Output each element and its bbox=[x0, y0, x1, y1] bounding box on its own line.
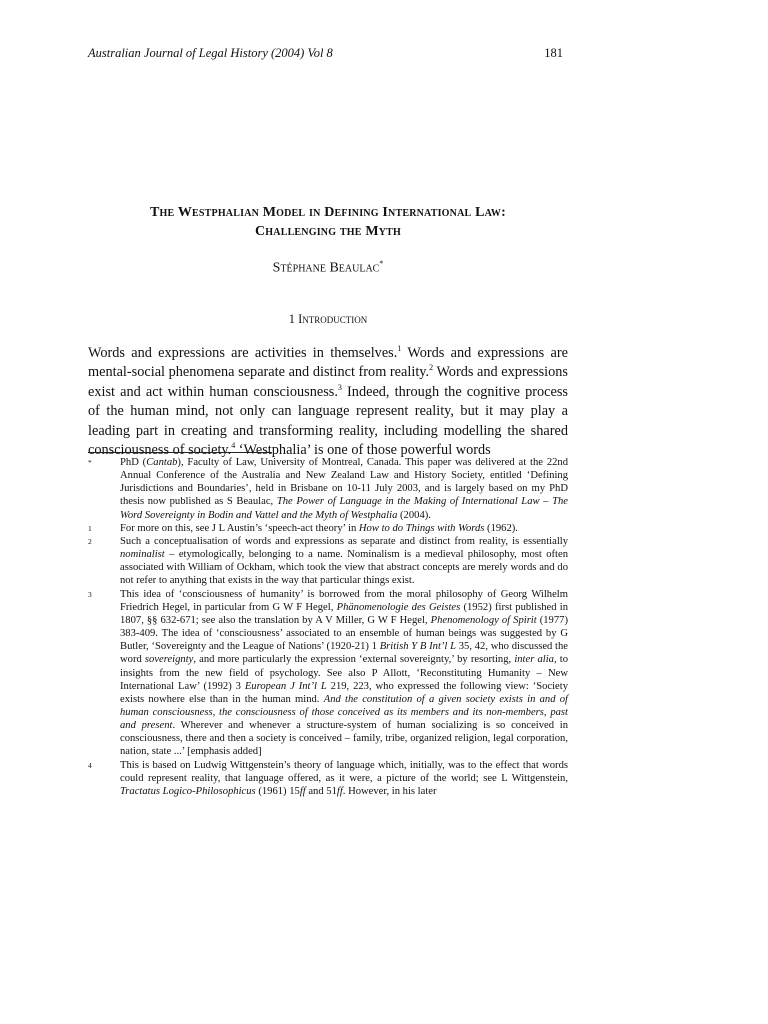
journal-name: Australian Journal of Legal History (2004) Vol 8 bbox=[88, 46, 333, 60]
running-header bbox=[88, 46, 563, 61]
text-run: , to insights from the new field of psychology. See also P Allott, ‘Reconstituting Humanity – New International Law’ (1992) 3 bbox=[120, 654, 568, 692]
footnote-mark: 4 bbox=[88, 760, 92, 770]
text-run: . However, in his later bbox=[342, 785, 437, 797]
footnote-1 bbox=[88, 522, 568, 535]
footnote-2 bbox=[88, 535, 568, 588]
sentence: Words and expressions are activities in themselves. bbox=[88, 345, 398, 361]
text-run: 219, 223, who expressed the following view: ‘Society exists nowhere else than in the human mind. bbox=[120, 680, 568, 705]
title-line-1: The Westphalian Model in Defining International Law: bbox=[149, 205, 506, 220]
italic-run: How to do Things with Words bbox=[358, 522, 485, 534]
title-line-2: Challenging the Myth bbox=[254, 224, 401, 239]
text-run: Such a conceptualisation of words and expressions as separate and distinct from reality, is essentially bbox=[120, 535, 568, 547]
section-heading: 1 Introduction bbox=[288, 312, 368, 326]
italic-run: nominalist bbox=[120, 549, 165, 561]
footnote-mark: 1 bbox=[88, 523, 92, 533]
italic-run: Phänomenologie des Geistes bbox=[336, 601, 461, 613]
author-name: Stéphane Beaulac bbox=[272, 260, 380, 276]
footnote-separator bbox=[88, 452, 272, 453]
italic-run: British Y B Int’l L bbox=[379, 641, 457, 653]
footnote-mark: 3 bbox=[88, 589, 92, 599]
text-run: , and more particularly the expression ‘external sovereignty,’ by resorting, bbox=[193, 654, 515, 666]
footnote-mark: 2 bbox=[88, 536, 92, 546]
article-title bbox=[88, 203, 568, 241]
italic-run: Phenomenology of Spirit bbox=[430, 614, 537, 626]
author-footnote-mark: * bbox=[379, 259, 384, 268]
footnote-4 bbox=[88, 759, 568, 798]
footnote-ref: 1 bbox=[397, 344, 402, 354]
text-run: 35, 42, who discussed the word bbox=[120, 641, 568, 666]
italic-run: sovereignty bbox=[144, 654, 194, 666]
text-run: For more on this, see J L Austin’s ‘speech-act theory’ in bbox=[120, 522, 359, 534]
text-run: ), Faculty of Law, University of Montreal, Canada. This paper was delivered at the 22nd Annual Conference of the Australia and New Zealand Law and History Society, entitled ‘Defining Jurisdictions and Boundaries’, held in Brisbane on 10-11 July 2003, and is largely based on my PhD thesis now published as S Beaulac, bbox=[120, 457, 569, 508]
italic-run: Cantab bbox=[146, 457, 178, 468]
text-run: (1977) 383-409. The idea of ‘consciousness’ associated to an ensemble of human beings was suggested by G Butler, ‘Sovereignty and the League of Nations’ (1920-21) 1 bbox=[120, 614, 568, 653]
text-run: (1961) 15 bbox=[255, 785, 300, 797]
footnote-text bbox=[120, 535, 568, 588]
sentence: ‘Westphalia’ is one of those powerful words bbox=[235, 442, 491, 459]
footnote-text bbox=[120, 456, 568, 522]
footnote-ref: 2 bbox=[429, 363, 434, 373]
text-run: (1962). bbox=[484, 522, 518, 534]
body-paragraph bbox=[88, 344, 568, 460]
footnote-star bbox=[88, 456, 568, 522]
footnote-text bbox=[120, 759, 568, 798]
footnotes bbox=[88, 456, 568, 798]
italic-run: European J Int’l L bbox=[244, 680, 327, 692]
footnote-text bbox=[120, 522, 568, 535]
text-run: – etymologically, belonging to a name. Nominalism is a medieval philosophy, most often associated with William of Ockham, which took the view that abstract concepts are merely words and do not refer to anything that exists in the way that particular things exist. bbox=[120, 549, 568, 587]
footnote-3 bbox=[88, 588, 568, 759]
text-run: (2004). bbox=[397, 509, 431, 521]
footnote-text bbox=[120, 588, 568, 759]
italic-run: And the constitution of a given society exists in and of human consciousness, the consciousness of those conceived as its members and its non-members, past and present bbox=[120, 693, 568, 732]
text-run: This is based on Ludwig Wittgenstein’s theory of language which, initially, was to the effect that words could represent reality, that language offered, as it were, a picture of the world; see L Wittgenstein, bbox=[120, 759, 568, 784]
sentence: Indeed, through the cognitive process of the human mind, not only can language represent reality, but it may play a leading part in creating and transforming reality, including modelling the shared consciousness of society. bbox=[88, 383, 568, 459]
italic-run: ff bbox=[299, 785, 306, 797]
sentence: Words and expressions are mental-social phenomena separate and distinct from reality. bbox=[88, 345, 568, 381]
text-run: (1952) first published in 1807, §§ 632-671; see also the translation by A V Miller, G W F Hegel, bbox=[120, 601, 568, 626]
footnote-ref: 4 bbox=[231, 441, 236, 451]
footnote-mark: * bbox=[88, 458, 92, 467]
italic-run: The Power of Language in the Making of International Law – The Word Sovereignty in Bodin and Vattel and the Myth of Westphalia bbox=[120, 496, 568, 521]
italic-run: ff bbox=[336, 785, 343, 797]
text-run: PhD ( bbox=[120, 457, 147, 468]
text-run: This idea of ‘consciousness of humanity’ is borrowed from the moral philosophy of Georg Wilhelm Friedrich Hegel, in particular from G W F Hegel, bbox=[120, 588, 568, 613]
italic-run: inter alia bbox=[514, 654, 554, 666]
footnote-ref: 3 bbox=[337, 383, 342, 393]
italic-run: Tractatus Logico-Philosophicus bbox=[120, 785, 256, 797]
author-line bbox=[88, 259, 568, 277]
text-run: . Wherever and whenever a structure-system of human socializing is so conceived in consciousness, there and then a society is conceived – family, tribe, organized religion, legal corporation, nation, state ...’ [emphasis added] bbox=[120, 720, 568, 758]
text-run: and 51 bbox=[305, 785, 337, 797]
page-number: 181 bbox=[544, 46, 563, 60]
sentence: Words and expressions exist and act within human consciousness. bbox=[88, 364, 568, 400]
